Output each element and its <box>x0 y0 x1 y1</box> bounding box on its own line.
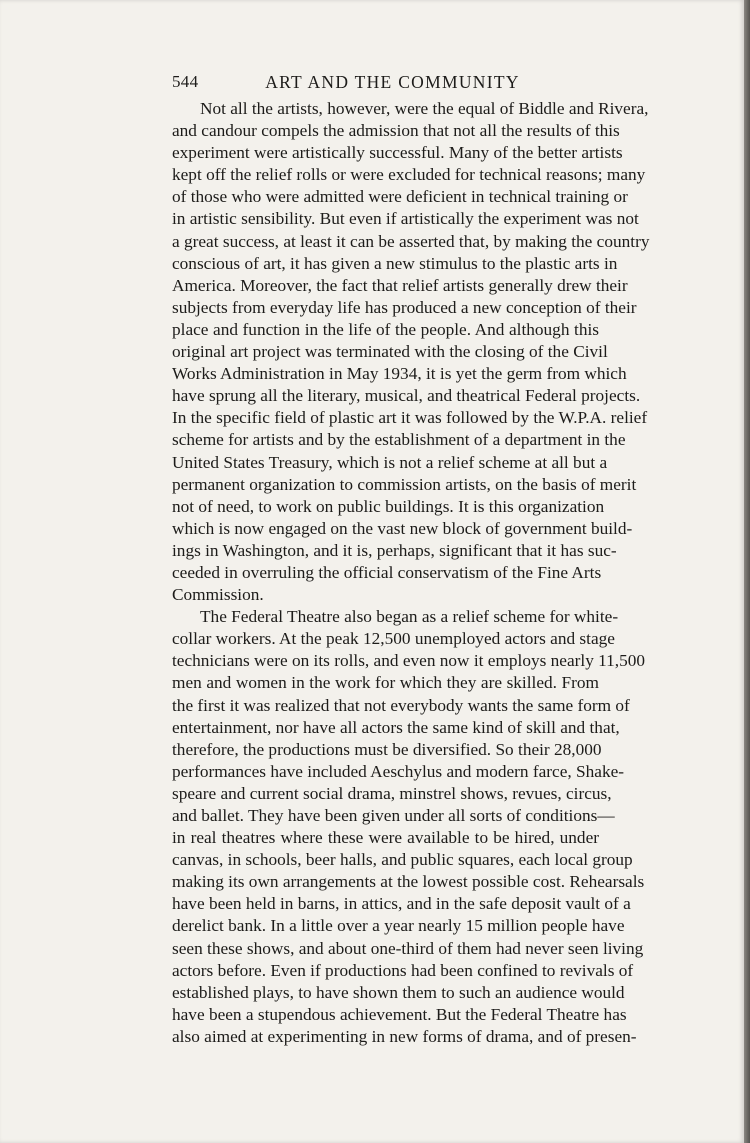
text-line: have been a stupendous achievement. But the Federal Theatre has <box>172 1004 627 1024</box>
text-line: and candour compels the admission that not all the results of this <box>172 121 620 141</box>
text-line: therefore, the productions must be diversified. So their 28,000 <box>172 739 602 759</box>
running-title: ART AND THE COMMUNITY <box>265 72 520 92</box>
running-head <box>172 72 599 96</box>
text-line: also aimed at experimenting in new forms of drama, and of presen- <box>172 1026 637 1046</box>
text-line: conscious of art, it has given a new stimulus to the plastic arts in <box>172 253 618 273</box>
text-line: canvas, in schools, beer halls, and public squares, each local group <box>172 850 633 870</box>
text-line: Not all the artists, however, were the equal of Biddle and Rivera, <box>200 99 649 118</box>
text-line: a great success, at least it can be asserted that, by making the country <box>172 231 650 251</box>
text-line: have been held in barns, in attics, and in the safe deposit vault of a <box>172 894 631 914</box>
text-line: performances have included Aeschylus and modern farce, Shake- <box>172 761 625 781</box>
text-line: America. Moreover, the fact that relief artists generally drew their <box>172 275 628 295</box>
text-line: technicians were on its rolls, and even now it employs nearly 11,500 <box>172 651 646 671</box>
text-line: not of need, to work on public buildings. It is this organization <box>172 496 605 516</box>
text-line: men and women in the work for which they are skilled. From <box>172 673 599 693</box>
body-text <box>172 98 650 1048</box>
text-line: permanent organization to commission artists, on the basis of merit <box>172 474 637 494</box>
text-line: of those who were admitted were deficient in technical training or <box>172 187 628 207</box>
text-line: in real theatres where these were available to be hired, under <box>172 828 599 848</box>
text-line: have sprung all the literary, musical, and theatrical Federal projects. <box>172 386 641 406</box>
text-line: Commission. <box>172 585 264 605</box>
page-edge <box>744 0 750 1143</box>
paragraph <box>172 98 650 606</box>
text-line: kept off the relief rolls or were excluded for technical reasons; many <box>172 165 646 185</box>
paragraph <box>172 606 646 1048</box>
text-line: entertainment, nor have all actors the same kind of skill and that, <box>172 717 620 737</box>
text-line: actors before. Even if productions had been confined to revivals of <box>172 960 634 980</box>
text-line: and ballet. They have been given under all sorts of conditions— <box>172 806 615 825</box>
text-line: The Federal Theatre also began as a relief scheme for white- <box>200 607 619 627</box>
text-line: In the specific field of plastic art it was followed by the W.P.A. relief <box>172 408 648 428</box>
text-line: experiment were artistically successful. Many of the better artists <box>172 143 623 163</box>
text-line: Works Administration in May 1934, it is yet the germ from which <box>172 364 627 384</box>
text-line: which is now engaged on the vast new block of government build- <box>172 518 633 538</box>
text-line: making its own arrangements at the lowest possible cost. Rehearsals <box>172 872 645 892</box>
text-line: scheme for artists and by the establishment of a department in the <box>172 430 626 450</box>
text-line: established plays, to have shown them to such an audience would <box>172 982 625 1002</box>
text-line: ceeded in overruling the official conservatism of the Fine Arts <box>172 562 602 582</box>
text-line: derelict bank. In a little over a year nearly 15 million people have <box>172 916 625 936</box>
page-number: 544 <box>172 72 199 91</box>
text-line: in artistic sensibility. But even if artistically the experiment was not <box>172 209 639 229</box>
text-line: original art project was terminated with the closing of the Civil <box>172 342 608 362</box>
text-line: ings in Washington, and it is, perhaps, significant that it has suc- <box>172 540 617 560</box>
text-line: collar workers. At the peak 12,500 unemployed actors and stage <box>172 629 615 649</box>
text-line: United States Treasury, which is not a relief scheme at all but a <box>172 452 608 472</box>
text-line: seen these shows, and about one-third of them had never seen living <box>172 938 644 958</box>
text-line: subjects from everyday life has produced a new conception of their <box>172 297 637 317</box>
text-line: speare and current social drama, minstrel shows, revues, circus, <box>172 783 612 803</box>
text-line: the first it was realized that not everybody wants the same form of <box>172 695 630 715</box>
text-line: place and function in the life of the people. And although this <box>172 319 599 339</box>
